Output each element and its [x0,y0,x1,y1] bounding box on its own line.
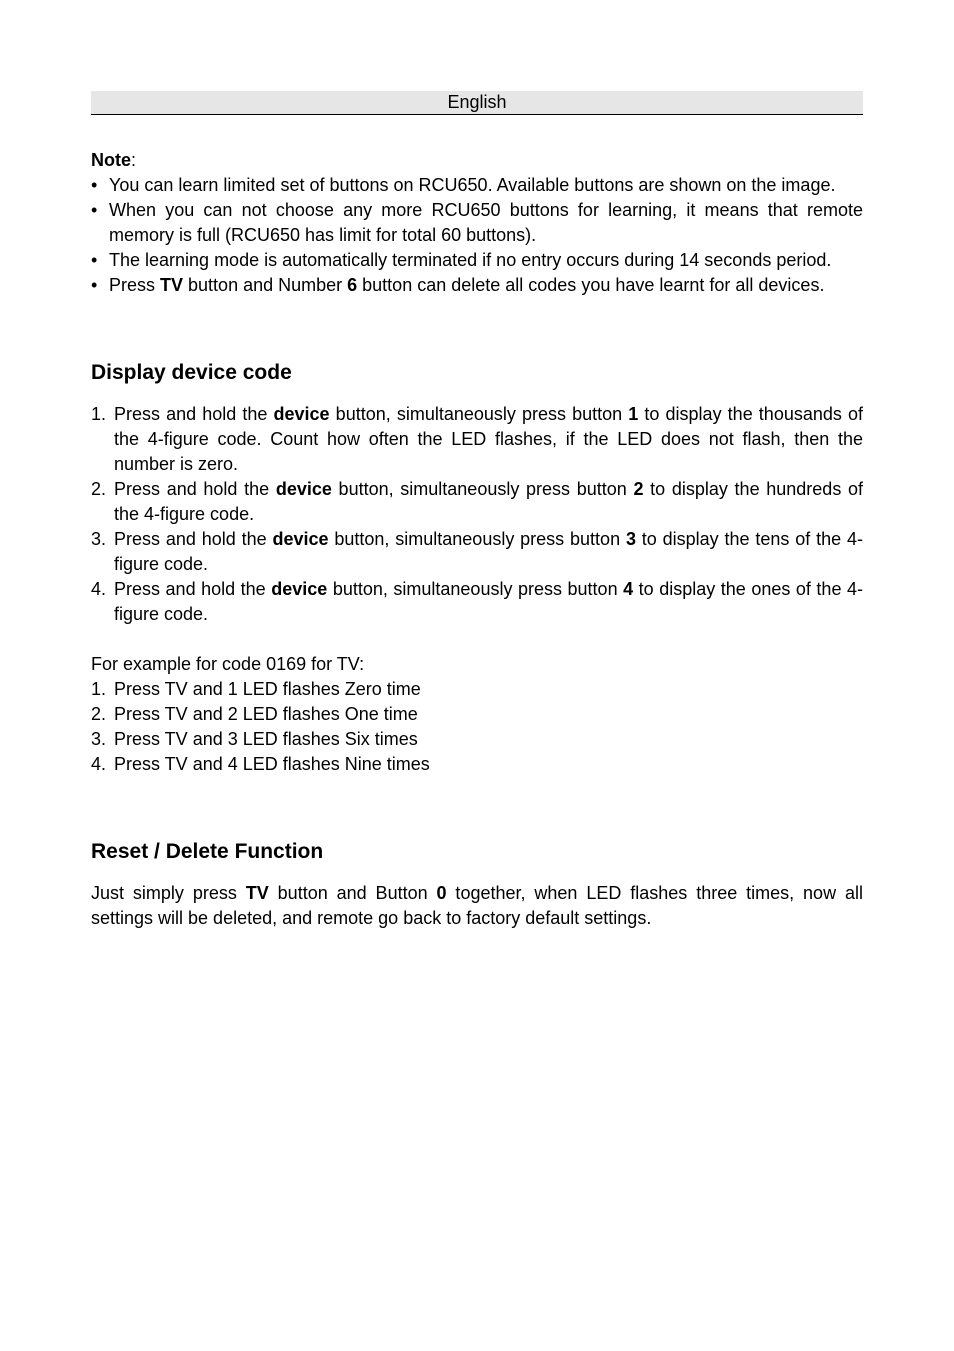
reset-delete-heading: Reset / Delete Function [91,840,324,863]
bullet-icon: • [91,275,98,295]
note-item-1: • You can learn limited set of buttons on RCU650. Available buttons are shown on the image. [91,173,863,198]
note-label: Note [91,150,131,170]
example-steps-list [91,677,863,777]
display-step-4: 4. Press and hold the device button, simultaneously press button 4 to display the ones of the 4-figure code. [91,579,863,624]
note-list [91,173,863,298]
note-item-3: • The learning mode is automatically terminated if no entry occurs during 14 seconds period. [91,248,863,273]
example-step-1: 1. Press TV and 1 LED flashes Zero time [91,679,421,699]
document-page [91,91,863,931]
display-step-3: 3. Press and hold the device button, simultaneously press button 3 to display the tens of the 4-figure code. [91,529,863,574]
display-step-2: 2. Press and hold the device button, simultaneously press button 2 to display the hundreds of the 4-figure code. [91,479,864,524]
example-block [91,652,863,777]
language-label: English [447,92,507,112]
language-header [91,91,863,115]
display-steps-list [91,402,863,627]
bullet-icon: • [91,250,98,270]
example-step-3: 3. Press TV and 3 LED flashes Six times [91,729,418,749]
display-step-1: 1. Press and hold the device button, simultaneously press button 1 to display the thousands of the 4-figure code. Count how often the LED flashes, if the LED does not flash, then the number is zero. [91,404,863,474]
note-heading [91,148,863,173]
display-device-code-heading: Display device code [91,361,292,384]
bullet-icon: • [91,175,98,195]
example-step-4: 4. Press TV and 4 LED flashes Nine times [91,754,430,774]
note-colon: : [131,150,137,170]
example-intro: For example for code 0169 for TV: [91,654,365,674]
note-item-2: • When you can not choose any more RCU650 buttons for learning, it means that remote memory is full (RCU650 has limit for total 60 buttons). [91,200,863,245]
note-item-4: • Press TV button and Number 6 button can delete all codes you have learnt for all devices. [91,273,863,298]
example-step-2: 2. Press TV and 2 LED flashes One time [91,704,418,724]
bullet-icon: • [91,200,98,220]
reset-paragraph: Just simply press TV button and Button 0 together, when LED flashes three times, now all settings will be deleted, and remote go back to factory default settings. [91,883,863,928]
